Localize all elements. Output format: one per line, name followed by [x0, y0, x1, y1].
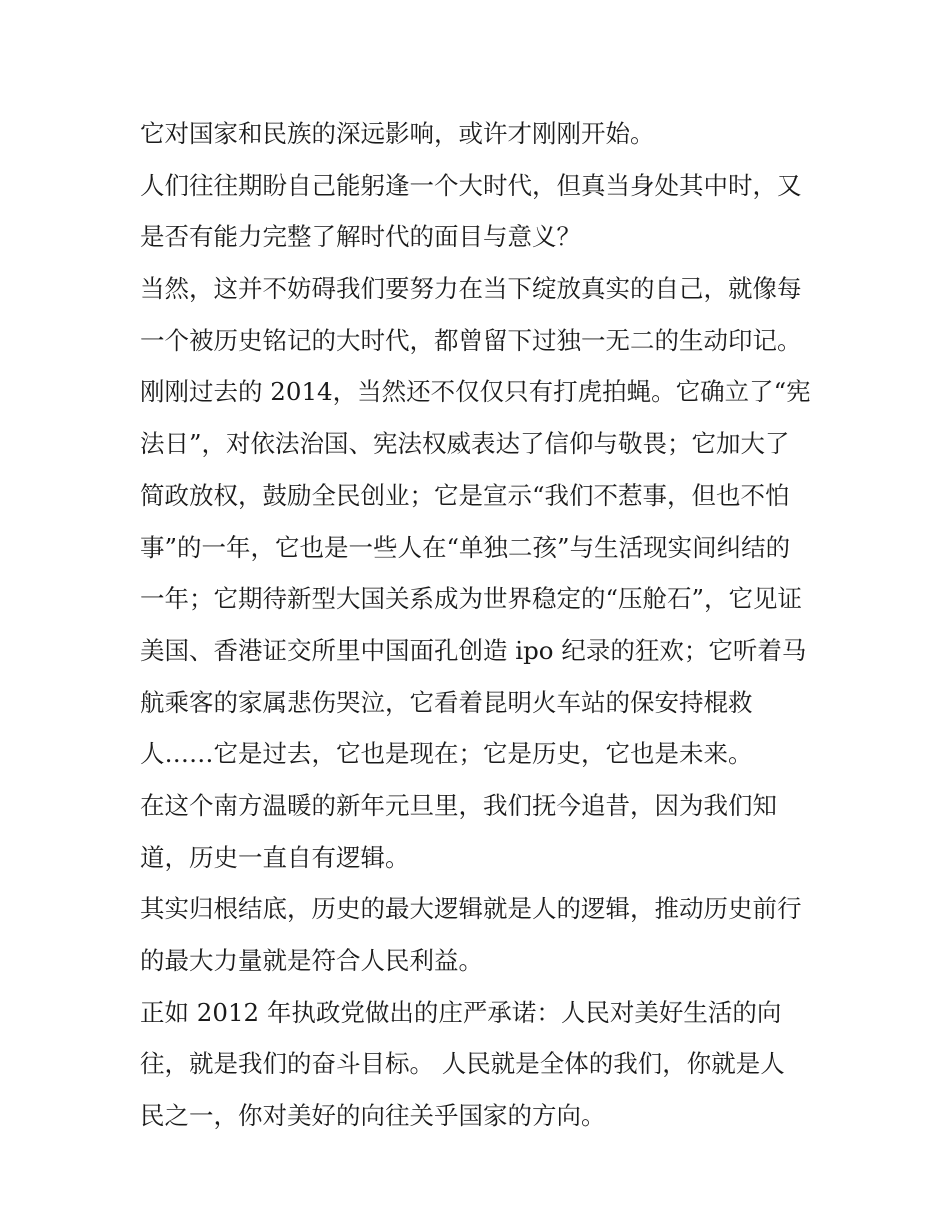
text-line: 正如 2012 年执政党做出的庄严承诺：人民对美好生活的向 — [140, 997, 782, 1027]
text-line: 它对国家和民族的深远影响，或许才刚刚开始。 — [140, 119, 655, 148]
text-line: 其实归根结底，历史的最大逻辑就是人的逻辑，推动历史前行 — [140, 894, 802, 924]
text-line: 法日”，对依法治国、宪法权威表达了信仰与敬畏；它加大了 — [140, 429, 790, 459]
text-line: 道，历史一直自有逻辑。 — [140, 842, 410, 872]
text-line: 人……它是过去，它也是现在；它是历史，它也是未来。 — [140, 739, 753, 769]
text-line: 事”的一年，它也是一些人在“单独二孩”与生活现实间纠结的 — [140, 532, 791, 562]
text-line: 刚刚过去的 2014，当然还不仅仅只有打虎拍蝇。它确立了“宪 — [140, 377, 811, 407]
document-body — [140, 108, 830, 1142]
text-line: 当然，这并不妨碍我们要努力在当下绽放真实的自己，就像每 — [140, 274, 802, 304]
text-line: 人们往往期盼自己能躬逢一个大时代，但真当身处其中时，又 — [140, 170, 802, 200]
text-line: 的最大力量就是符合人民利益。 — [140, 946, 483, 975]
text-line: 一年；它期待新型大国关系成为世界稳定的“压舱石”，它见证 — [140, 584, 803, 614]
text-line: 在这个南方温暖的新年元旦里，我们抚今追昔，因为我们知 — [140, 790, 777, 820]
text-line: 美国、香港证交所里中国面孔创造 ipo 纪录的狂欢；它听着马 — [140, 635, 807, 665]
text-line: 简政放权，鼓励全民创业；它是宣示“我们不惹事，但也不怕 — [140, 480, 790, 510]
text-line: 往，就是我们的奋斗目标。 人民就是全体的我们，你就是人 — [140, 1049, 785, 1079]
text-line: 航乘客的家属悲伤哭泣，它看着昆明火车站的保安持棍救 — [140, 687, 753, 717]
text-line: 是否有能力完整了解时代的面目与意义？ — [140, 222, 581, 252]
text-line: 民之一，你对美好的向往关乎国家的方向。 — [140, 1101, 606, 1131]
text-line: 一个被历史铭记的大时代，都曾留下过独一无二的生动印记。 — [140, 325, 802, 355]
